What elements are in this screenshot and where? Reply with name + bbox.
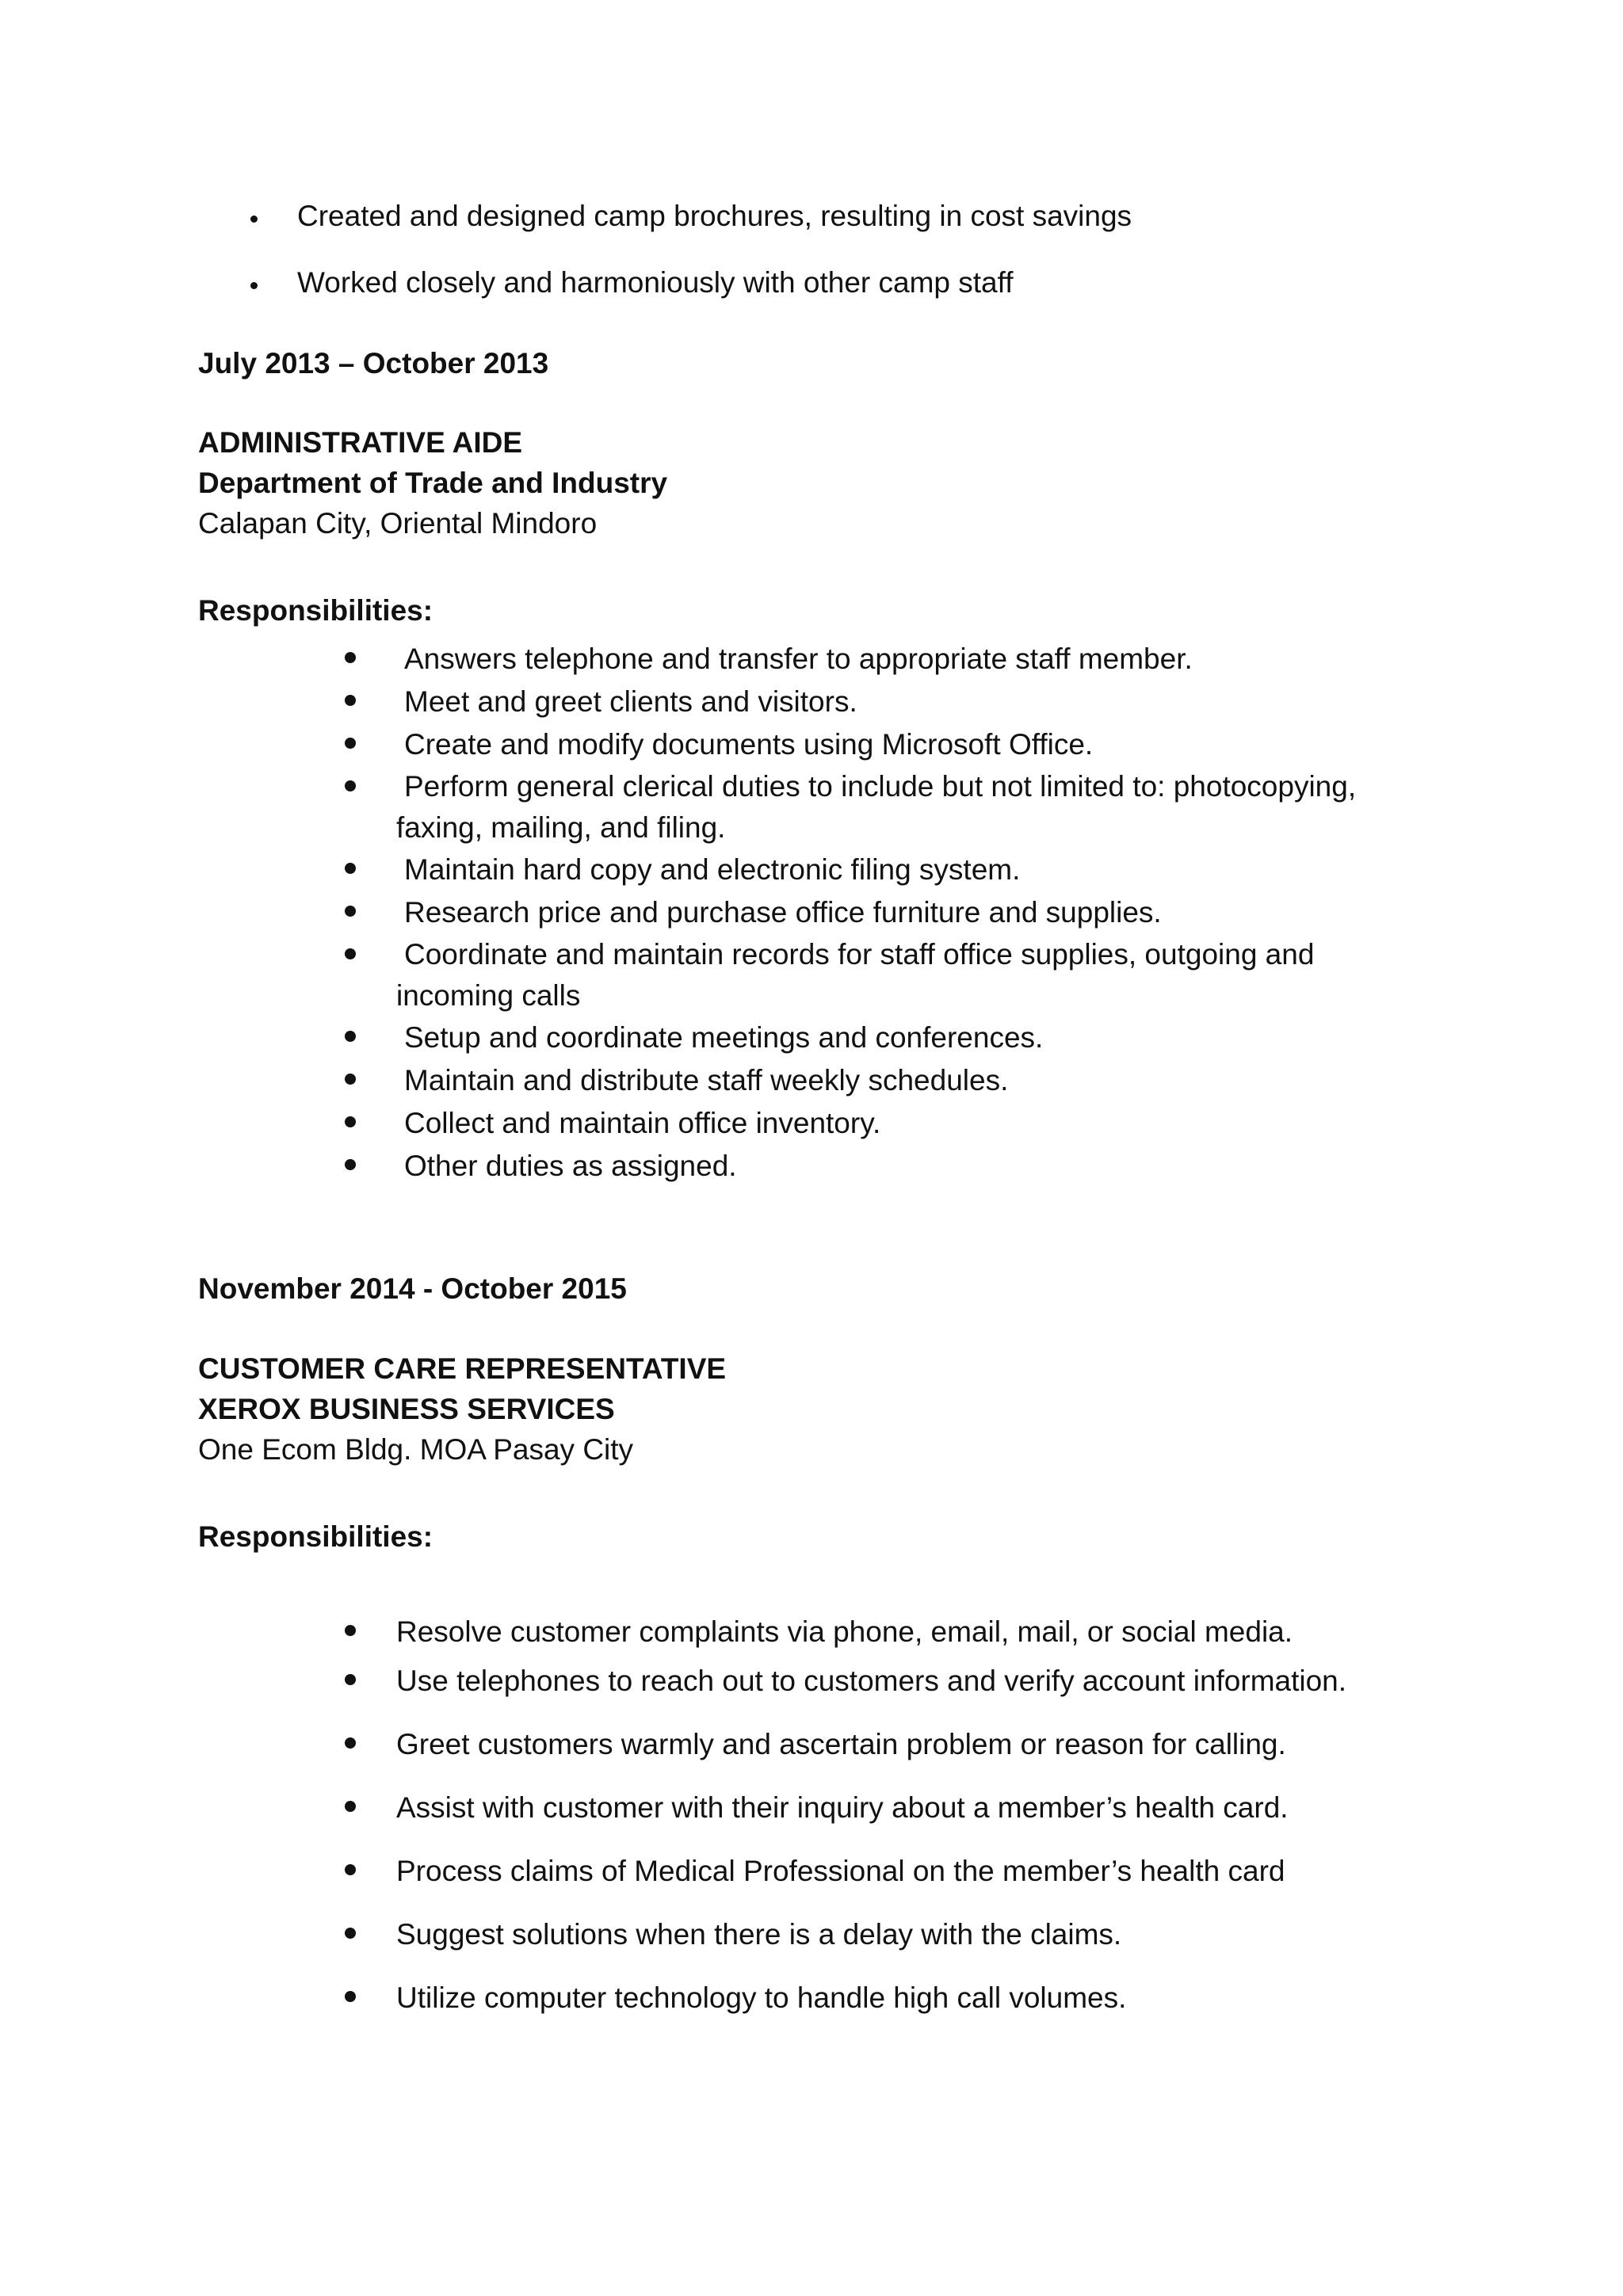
job2-dates: November 2014 - October 2015: [198, 1272, 627, 1305]
list-item-text: Answers telephone and transfer to appropriate staff member.: [404, 643, 1193, 675]
bullet-icon: [345, 1031, 356, 1042]
top-bullet-list: [198, 198, 1466, 331]
list-item-text: Use telephones to reach out to customers and verify account information.: [396, 1665, 1347, 1697]
job1-header: [198, 425, 1466, 546]
bullet-icon: [250, 215, 258, 223]
job1-responsibilities-list: [341, 638, 1450, 1188]
list-item: [341, 934, 1450, 1016]
bullet-icon: [345, 1159, 356, 1170]
list-item-line: Perform general clerical duties to include but not limited to: photocopying,: [404, 770, 1357, 803]
bullet-icon: [345, 1116, 356, 1127]
job2-location: One Ecom Bldg. MOA Pasay City: [198, 1433, 634, 1466]
list-item: [341, 849, 1450, 891]
list-item-text: Maintain and distribute staff weekly schedules.: [404, 1064, 1009, 1097]
list-item-text: [396, 766, 1450, 849]
list-item-text: Collect and maintain office inventory.: [404, 1107, 881, 1139]
list-item-text: Other duties as assigned.: [404, 1150, 737, 1182]
list-item-text: Setup and coordinate meetings and conferences.: [404, 1021, 1044, 1054]
list-item-text: Research price and purchase office furniture and supplies.: [404, 896, 1162, 929]
bullet-icon: [345, 1801, 356, 1812]
list-item: [341, 1913, 1450, 1977]
bullet-icon: [345, 1928, 356, 1939]
job1-company: Department of Trade and Industry: [198, 467, 668, 499]
bullet-icon: [345, 652, 356, 663]
list-item: [341, 1016, 1450, 1059]
list-item-text: Maintain hard copy and electronic filing system.: [404, 853, 1021, 886]
list-item: [341, 638, 1450, 681]
list-item-text: Assist with customer with their inquiry about a member’s health card.: [396, 1791, 1289, 1824]
job2-company: XEROX BUSINESS SERVICES: [198, 1393, 615, 1425]
bullet-icon: [345, 863, 356, 874]
job2-header: [198, 1351, 1466, 1472]
list-item-line: faxing, mailing, and filing.: [396, 811, 726, 844]
job2-responsibilities-label: Responsibilities:: [198, 1520, 433, 1553]
list-item-text: Greet customers warmly and ascertain problem or reason for calling.: [396, 1728, 1286, 1760]
bullet-icon: [250, 282, 258, 289]
bullet-icon: [345, 695, 356, 706]
list-item: [341, 1787, 1450, 1850]
list-item-text: Created and designed camp brochures, resulting in cost savings: [297, 200, 1132, 232]
list-item: [198, 198, 1466, 265]
job2-title: CUSTOMER CARE REPRESENTATIVE: [198, 1352, 727, 1385]
job1-title: ADMINISTRATIVE AIDE: [198, 426, 523, 459]
bullet-icon: [345, 1991, 356, 2002]
bullet-icon: [345, 1737, 356, 1749]
list-item: [341, 1723, 1450, 1787]
job1-dates: July 2013 – October 2013: [198, 347, 549, 379]
bullet-icon: [345, 906, 356, 917]
list-item: [341, 891, 1450, 934]
list-item: [341, 1059, 1450, 1102]
bullet-icon: [345, 1674, 356, 1685]
list-item: [341, 766, 1450, 849]
job1-responsibilities-label: Responsibilities:: [198, 594, 433, 627]
list-item-text: Resolve customer complaints via phone, email, mail, or social media.: [396, 1615, 1293, 1648]
list-item-line: incoming calls: [396, 979, 581, 1012]
bullet-icon: [345, 1625, 356, 1636]
job1-location: Calapan City, Oriental Mindoro: [198, 507, 598, 540]
list-item-text: Suggest solutions when there is a delay with the claims.: [396, 1918, 1122, 1951]
list-item: [341, 1611, 1450, 1660]
bullet-icon: [345, 948, 356, 959]
list-item: [341, 681, 1450, 723]
job2-responsibilities-list: [341, 1611, 1450, 2040]
list-item-text: Create and modify documents using Microsoft Office.: [404, 728, 1094, 761]
list-item-text: Process claims of Medical Professional on the member’s health card: [396, 1855, 1285, 1887]
list-item-text: Meet and greet clients and visitors.: [404, 685, 857, 718]
list-item-text: Worked closely and harmoniously with other camp staff: [297, 266, 1014, 299]
list-item-text: Utilize computer technology to handle high call volumes.: [396, 1981, 1127, 2014]
list-item-text: [396, 934, 1450, 1016]
list-item: [341, 1660, 1450, 1723]
list-item-line: Coordinate and maintain records for staff office supplies, outgoing and: [404, 938, 1315, 971]
bullet-icon: [345, 1864, 356, 1875]
list-item: [198, 265, 1466, 331]
list-item: [341, 1850, 1450, 1913]
list-item: [341, 723, 1450, 766]
list-item: [341, 1145, 1450, 1188]
bullet-icon: [345, 1074, 356, 1085]
list-item: [341, 1977, 1450, 2040]
list-item: [341, 1102, 1450, 1145]
bullet-icon: [345, 780, 356, 791]
bullet-icon: [345, 738, 356, 749]
